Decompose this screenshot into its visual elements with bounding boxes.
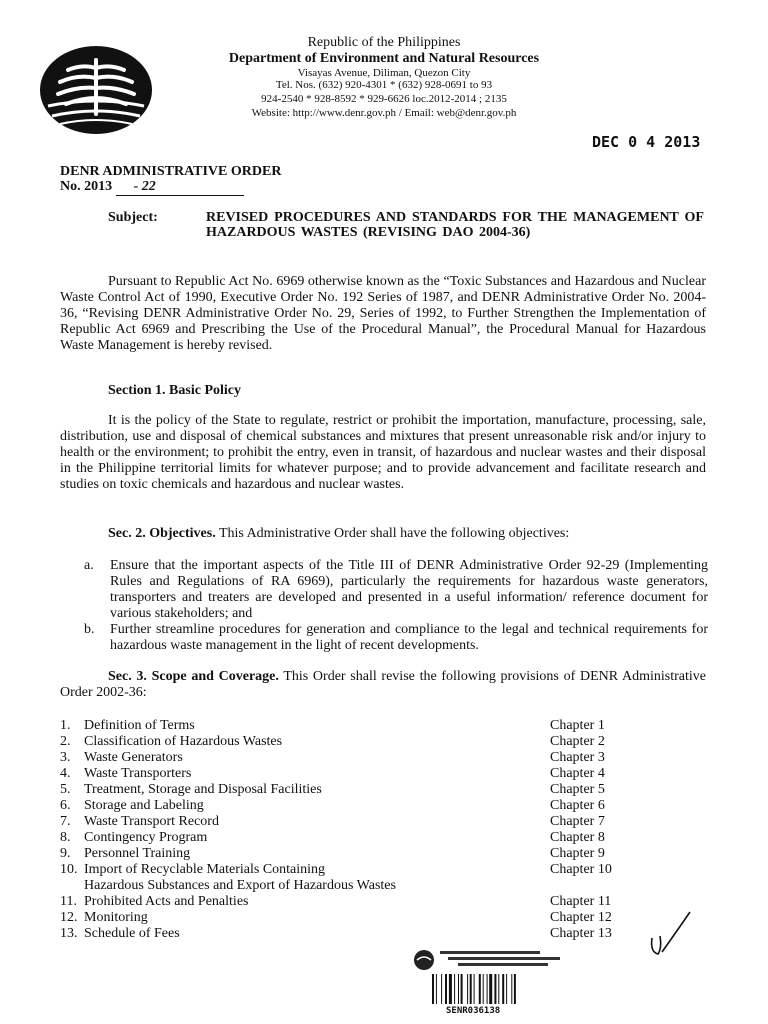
section1-paragraph: It is the policy of the State to regulate, restrict or prohibit the importation, manufacture, processing, sale, distribution, use and disposal of chemical substances and mixtures that present unreasonable risk and/or injury to health or the environment; to prohibit the entry, even in transit, of hazardous and nuclear wastes and their disposal in the Philippine territorial limits for whatever purpose; and to provide advancement and facilitate research and studies on toxic chemicals and hazardous and nuclear wastes. [60, 413, 706, 492]
provision-chapter: Chapter 1 [550, 718, 605, 733]
provision-number: 5. [60, 782, 71, 797]
list-item-text: Further streamline procedures for generation and compliance to the legal and technical requirements for hazardous waste management in the light of recent developments. [110, 622, 708, 653]
section2-intro: This Administrative Order shall have the following objectives: [215, 526, 570, 541]
provision-number: 3. [60, 750, 71, 765]
provision-name: Hazardous Substances and Export of Hazardous Wastes [84, 878, 396, 893]
provision-number: 11. [60, 894, 77, 909]
provision-name: Monitoring [84, 910, 148, 925]
letterhead-department: Department of Environment and Natural Resources [228, 51, 540, 66]
table-row [60, 750, 660, 766]
table-row [60, 862, 660, 878]
provision-chapter: Chapter 8 [550, 830, 605, 845]
provision-name: Treatment, Storage and Disposal Facilities [84, 782, 322, 797]
letterhead-tel2: 924-2540 * 928-8592 * 929-6626 loc.2012-2014 ; 2135 [261, 93, 507, 105]
provision-number: 7. [60, 814, 71, 829]
provision-name: Waste Generators [84, 750, 183, 765]
table-row [60, 894, 660, 910]
provision-name: Schedule of Fees [84, 926, 180, 941]
provision-number: 8. [60, 830, 71, 845]
provision-chapter: Chapter 12 [550, 910, 612, 925]
section3-intro: This Order shall revise the following provisions of DENR Administrative Order 2002-36: [60, 669, 706, 700]
provision-name: Prohibited Acts and Penalties [84, 894, 249, 909]
subject-label: Subject: [108, 210, 158, 225]
table-row [60, 830, 660, 846]
provision-name: Waste Transporters [84, 766, 192, 781]
table-row [60, 766, 660, 782]
denr-logo-icon [38, 44, 154, 136]
barcode-icon [432, 974, 552, 1004]
section2-title: Sec. 2. Objectives. [108, 526, 216, 541]
table-row [60, 734, 660, 750]
preamble-paragraph: Pursuant to Republic Act No. 6969 otherwise known as the “Toxic Substances and Hazardous and Nuclear Waste Control Act of 1990, Executive Order No. 192 Series of 1987, and DENR Administrative Order No. 2004-36, “Revising DENR Administrative Order No. 29, Series of 1992, to Further Strengthen the Implementation of Republic Act 6969 and Prescribing the Use of the Procedural Manual”, the Procedural Manual for Hazardous Waste Management is hereby revised. [60, 274, 706, 353]
provision-number: 10. [60, 862, 78, 877]
provision-number: 4. [60, 766, 71, 781]
provision-chapter: Chapter 10 [550, 862, 612, 877]
letterhead-tel1: Tel. Nos. (632) 920-4301 * (632) 928-0691 to 93 [275, 79, 493, 91]
provision-name: Contingency Program [84, 830, 208, 845]
barcode-text: SENR036138 [446, 1006, 501, 1016]
subject-text: REVISED PROCEDURES AND STANDARDS FOR THE MANAGEMENT OF HAZARDOUS WASTES (REVISING DAO 2004-36) [206, 210, 704, 240]
provision-chapter: Chapter 3 [550, 750, 605, 765]
provision-name: Import of Recyclable Materials Containing [84, 862, 326, 877]
order-title: DENR ADMINISTRATIVE ORDER [60, 164, 282, 179]
provision-number: 9. [60, 846, 71, 861]
provision-number: 12. [60, 910, 78, 925]
provision-chapter: Chapter 11 [550, 894, 612, 909]
order-number-value: - 22 [116, 179, 244, 196]
provision-number: 6. [60, 798, 71, 813]
table-row [60, 926, 660, 942]
table-row [60, 814, 660, 830]
provision-chapter: Chapter 2 [550, 734, 605, 749]
table-row [60, 718, 660, 734]
provision-chapter: Chapter 9 [550, 846, 605, 861]
provision-chapter: Chapter 4 [550, 766, 605, 781]
list-marker: b. [84, 622, 95, 637]
letterhead-republic: Republic of the Philippines [307, 35, 461, 50]
provision-number: 1. [60, 718, 71, 733]
provision-chapter: Chapter 5 [550, 782, 605, 797]
order-number-label: No. 2013 [60, 179, 113, 194]
provision-name: Waste Transport Record [84, 814, 219, 829]
table-row [60, 878, 660, 894]
table-row [60, 798, 660, 814]
section2-heading [108, 526, 569, 542]
order-number [60, 179, 244, 196]
section3-paragraph [60, 669, 706, 701]
letterhead-address: Visayas Avenue, Diliman, Quezon City [297, 67, 471, 79]
table-row [60, 846, 660, 862]
section3-title: Sec. 3. Scope and Coverage. [108, 669, 279, 684]
provision-number: 2. [60, 734, 71, 749]
provision-chapter: Chapter 7 [550, 814, 605, 829]
table-row [60, 782, 660, 798]
provision-number: 13. [60, 926, 78, 941]
list-marker: a. [84, 558, 94, 573]
table-row [60, 910, 660, 926]
provision-chapter: Chapter 13 [550, 926, 612, 941]
provision-chapter: Chapter 6 [550, 798, 605, 813]
date-stamp: DEC 0 4 2013 [592, 133, 701, 151]
signature-initial [646, 908, 696, 968]
provision-name: Storage and Labeling [84, 798, 204, 813]
letterhead-web: Website: http://www.denr.gov.ph / Email: web@denr.gov.ph [251, 107, 517, 119]
provision-name: Classification of Hazardous Wastes [84, 734, 283, 749]
provision-name: Definition of Terms [84, 718, 195, 733]
denr-seal-stamp [412, 948, 572, 972]
list-item-text: Ensure that the important aspects of the Title III of DENR Administrative Order 92-29 (Implementing Rules and Regulations of RA 6969), particularly the requirements for hazardous waste generators, transporters and treaters are developed and presented in a useful information/ reference document for various stakeholders; and [110, 558, 708, 621]
provision-name: Personnel Training [84, 846, 191, 861]
section1-heading: Section 1. Basic Policy [108, 383, 241, 398]
